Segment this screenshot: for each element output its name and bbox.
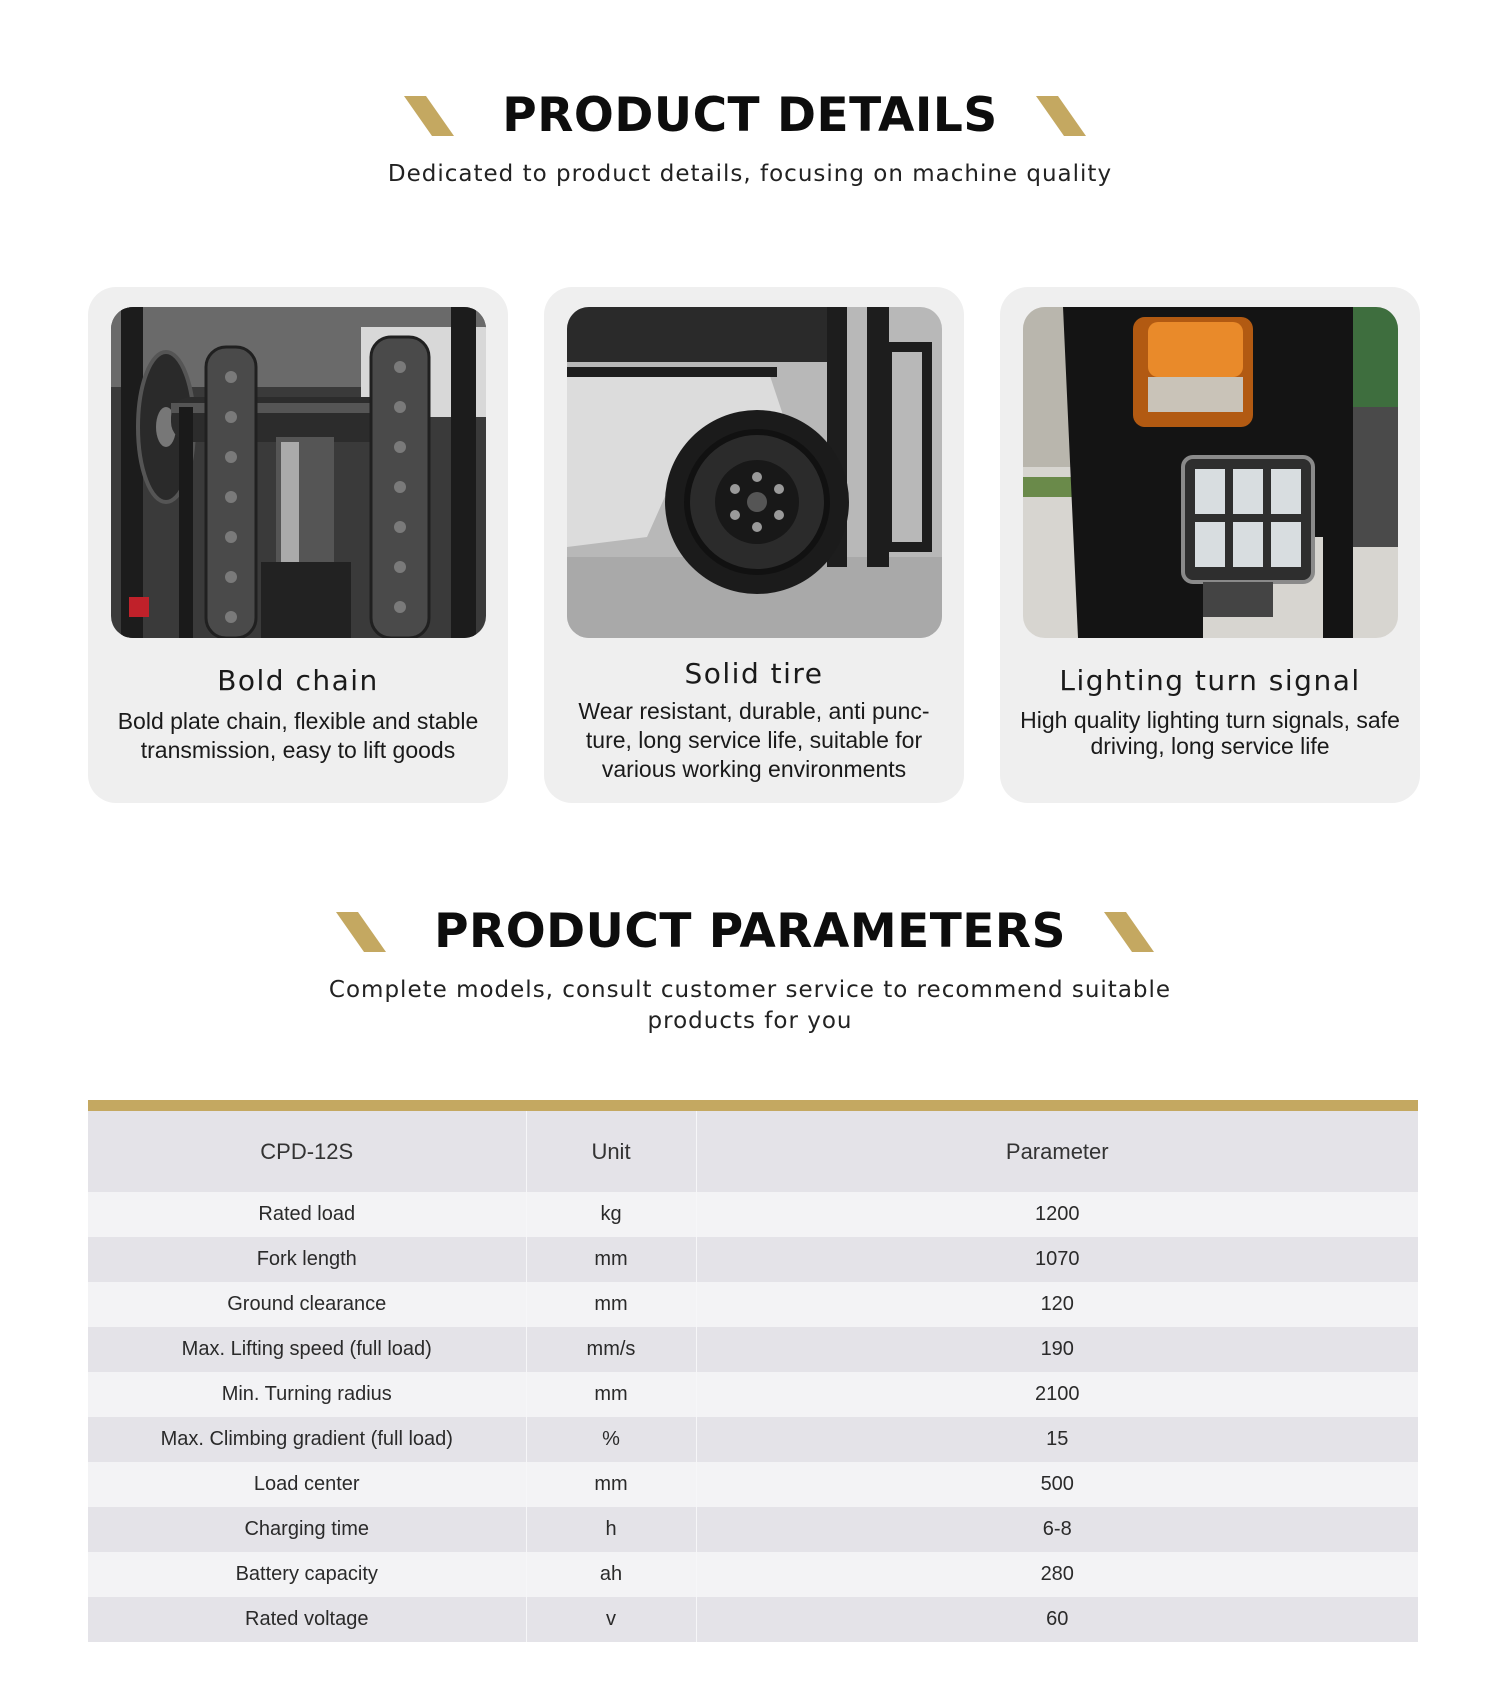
row-label: Charging time (88, 1507, 526, 1552)
detail-card-bold-chain (88, 287, 508, 803)
solid-tire-photo (567, 307, 942, 638)
row-value: 2100 (696, 1372, 1418, 1417)
card-description: High quality lighting turn signals, safe driving, long service life (1020, 707, 1400, 759)
row-label: Max. Lifting speed (full load) (88, 1327, 526, 1372)
column-header-unit: Unit (526, 1106, 696, 1193)
row-label: Ground clearance (88, 1282, 526, 1327)
product-parameters-title: PRODUCT PARAMETERS (434, 904, 1066, 959)
row-label: Load center (88, 1462, 526, 1507)
table-row (88, 1282, 1418, 1327)
row-unit: % (526, 1417, 696, 1462)
row-value: 15 (696, 1417, 1418, 1462)
gold-slash-right-icon (1036, 96, 1096, 136)
row-unit: ah (526, 1552, 696, 1597)
card-description: Wear resistant, durable, anti punc-ture, long service life, suitable for various working environments (578, 698, 930, 782)
column-header-parameter: Parameter (696, 1106, 1418, 1193)
bold-chain-photo (111, 307, 486, 638)
product-details-subtitle: Dedicated to product details, focusing on machine quality (387, 161, 1113, 187)
gold-slash-right-icon (1104, 912, 1164, 952)
row-value: 60 (696, 1597, 1418, 1642)
table-row (88, 1192, 1418, 1237)
row-value: 1200 (696, 1192, 1418, 1237)
card-title: Solid tire (684, 657, 824, 690)
row-value: 280 (696, 1552, 1418, 1597)
table-row (88, 1417, 1418, 1462)
card-title: Bold chain (217, 664, 379, 697)
table-row (88, 1237, 1418, 1282)
table-row (88, 1597, 1418, 1642)
product-details-header (0, 88, 1500, 190)
row-unit: mm (526, 1372, 696, 1417)
row-label: Rated load (88, 1192, 526, 1237)
row-unit: v (526, 1597, 696, 1642)
card-title: Lighting turn signal (1059, 664, 1361, 697)
product-parameters-title-row (0, 904, 1500, 959)
row-unit: mm/s (526, 1327, 696, 1372)
row-value: 120 (696, 1282, 1418, 1327)
detail-card-lighting-turn-signal (1000, 287, 1420, 803)
lighting-turn-signal-photo (1023, 307, 1398, 638)
row-label: Min. Turning radius (88, 1372, 526, 1417)
table-row (88, 1507, 1418, 1552)
detail-card-solid-tire (544, 287, 964, 803)
table-row (88, 1552, 1418, 1597)
product-parameters-header (0, 904, 1500, 1037)
row-label: Rated voltage (88, 1597, 526, 1642)
row-unit: h (526, 1507, 696, 1552)
table-header-row (88, 1106, 1418, 1193)
gold-slash-left-icon (336, 912, 396, 952)
row-unit: mm (526, 1282, 696, 1327)
table-row (88, 1462, 1418, 1507)
column-header-model: CPD-12S (88, 1106, 526, 1193)
row-unit: kg (526, 1192, 696, 1237)
product-details-title: PRODUCT DETAILS (502, 88, 998, 143)
row-value: 500 (696, 1462, 1418, 1507)
product-parameters-subtitle: Complete models, consult customer service to recommend suitable products for you (328, 977, 1172, 1034)
row-label: Battery capacity (88, 1552, 526, 1597)
parameters-table (88, 1100, 1418, 1642)
row-label: Max. Climbing gradient (full load) (88, 1417, 526, 1462)
row-value: 6-8 (696, 1507, 1418, 1552)
row-value: 1070 (696, 1237, 1418, 1282)
product-details-title-row (0, 88, 1500, 143)
row-unit: mm (526, 1462, 696, 1507)
row-unit: mm (526, 1237, 696, 1282)
table-row (88, 1372, 1418, 1417)
table-row (88, 1327, 1418, 1372)
row-value: 190 (696, 1327, 1418, 1372)
row-label: Fork length (88, 1237, 526, 1282)
card-description: Bold plate chain, flexible and stable transmission, easy to lift goods (117, 708, 479, 763)
gold-slash-left-icon (404, 96, 464, 136)
